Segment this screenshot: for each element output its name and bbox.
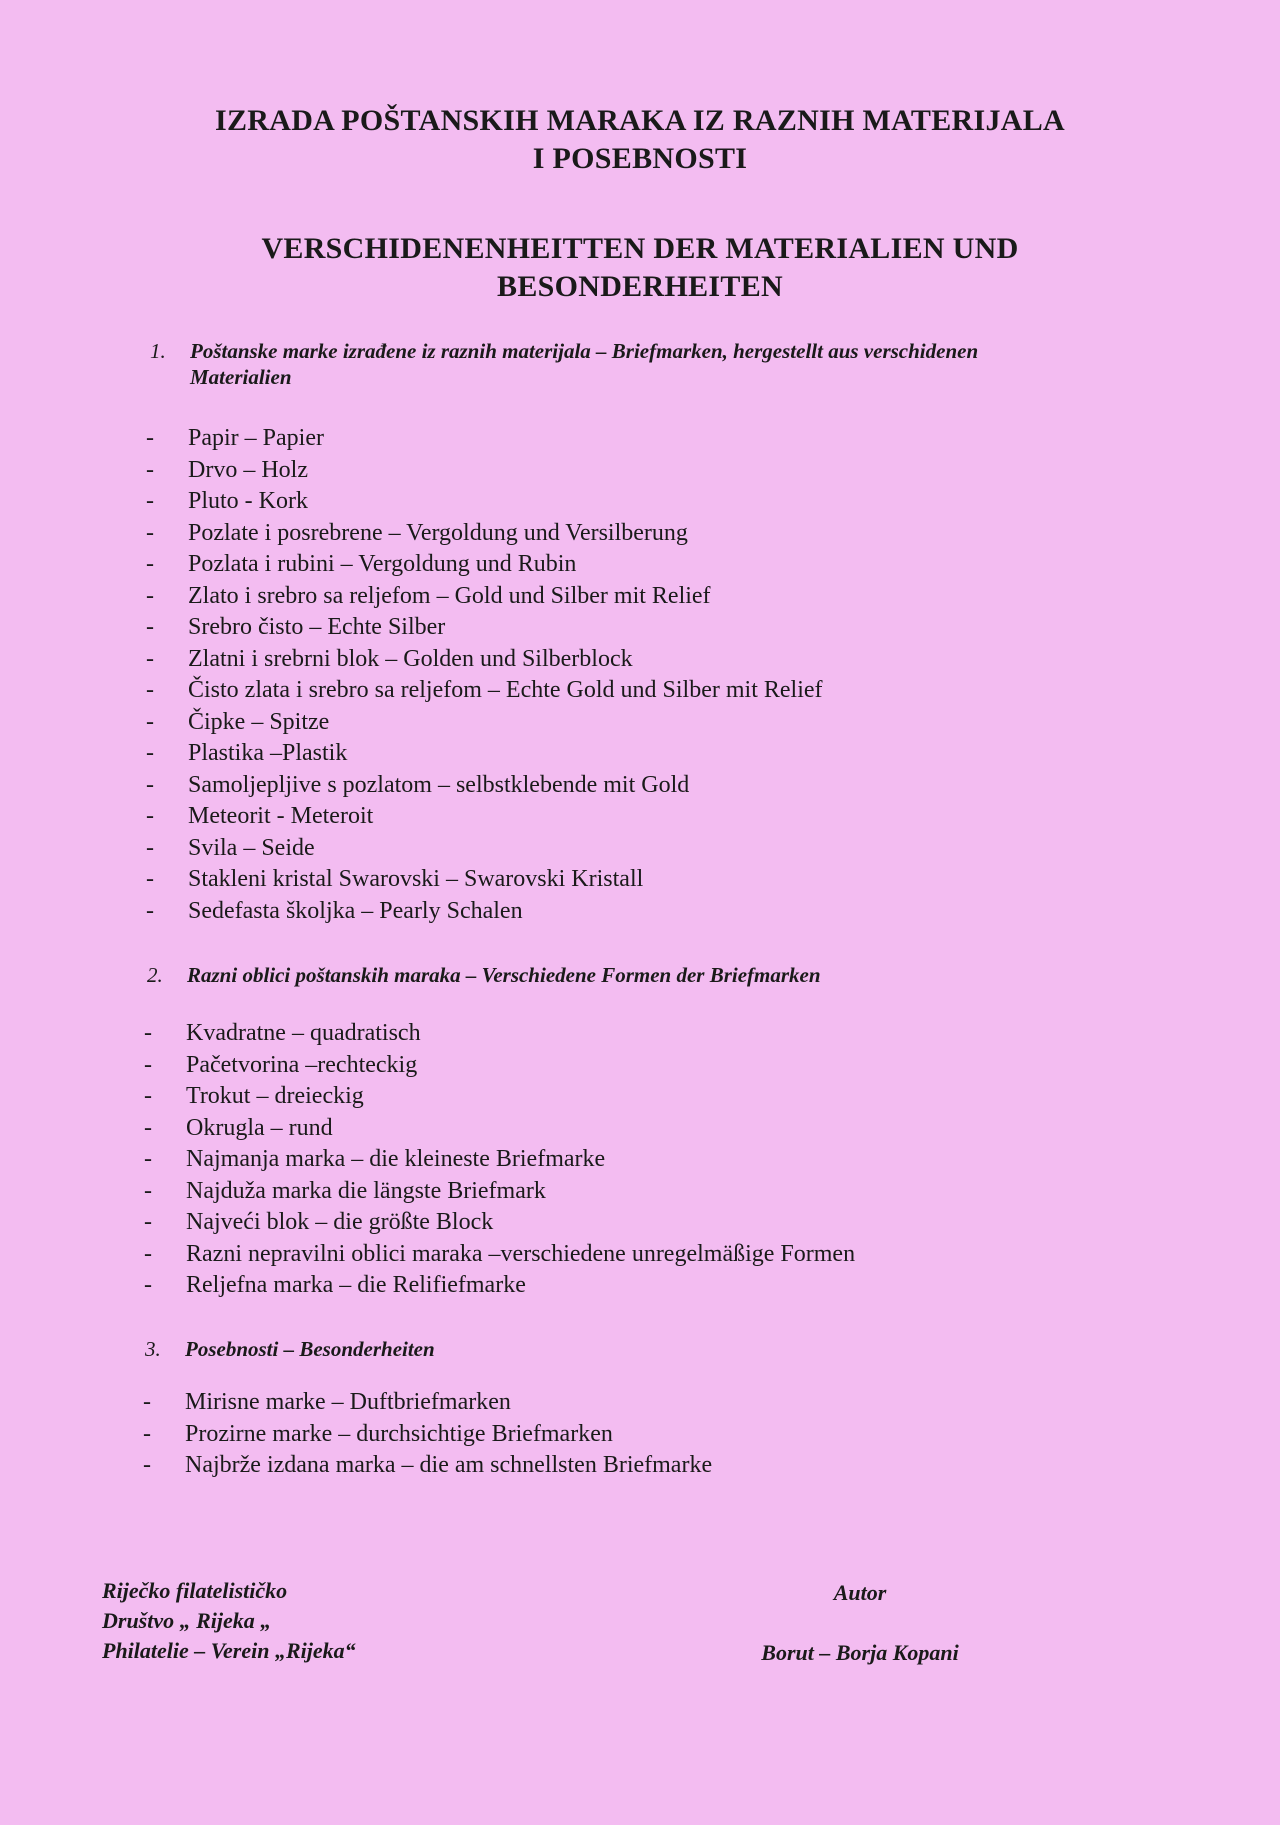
list-item xyxy=(144,1144,855,1176)
list-item xyxy=(146,675,823,707)
section-1-list xyxy=(146,423,823,927)
list-dash: - xyxy=(144,1240,152,1267)
list-dash: - xyxy=(144,1209,152,1235)
list-item-text: Samoljepljive s pozlatom – selbstklebende mit Gold xyxy=(188,771,690,798)
list-item xyxy=(146,707,823,739)
list-item-text: Najmanja marka – die kleineste Briefmarke xyxy=(186,1146,606,1172)
list-item xyxy=(144,1113,855,1145)
list-dash: - xyxy=(146,519,154,546)
title-croatian-line-1: IZRADA POŠTANSKIH MARAKA IZ RAZNIH MATERIJALA xyxy=(215,104,1065,137)
list-item xyxy=(144,1207,855,1239)
list-item xyxy=(144,1050,855,1082)
list-item-text: Čipke – Spitze xyxy=(188,708,330,735)
list-item xyxy=(144,1081,855,1113)
list-item-text: Sedefasta školjka – Pearly Schalen xyxy=(188,897,523,924)
section-2-number: 2. xyxy=(147,963,163,987)
list-item xyxy=(143,1450,712,1482)
list-item xyxy=(146,896,823,928)
title-croatian xyxy=(0,102,1280,178)
list-dash: - xyxy=(146,677,154,703)
list-dash: - xyxy=(144,1177,152,1204)
list-item-text: Prozirne marke – durchsichtige Briefmarken xyxy=(185,1420,613,1447)
list-item xyxy=(143,1419,712,1451)
list-dash: - xyxy=(146,645,154,672)
list-item-text: Najbrže izdana marka – die am schnellsten Briefmarke xyxy=(185,1452,713,1478)
section-2-heading-line-1: Razni oblici poštanskih maraka – Verschiedene Formen der Briefmarken xyxy=(187,963,821,987)
list-item-text: Papir – Papier xyxy=(188,425,324,451)
section-2-list xyxy=(144,1018,855,1302)
list-dash: - xyxy=(146,614,154,640)
signature-author xyxy=(730,1578,990,1668)
list-item-text: Razni nepravilni oblici maraka –verschiedene unregelmäßige Formen xyxy=(186,1240,856,1267)
list-item-text: Drvo – Holz xyxy=(188,456,308,483)
list-dash: - xyxy=(146,834,154,861)
section-3-heading-line-1: Posebnosti – Besonderheiten xyxy=(185,1337,435,1361)
list-item-text: Pozlate i posrebrene – Vergoldung und Versilberung xyxy=(188,519,688,546)
list-dash: - xyxy=(146,740,154,766)
list-dash: - xyxy=(146,582,154,609)
list-item-text: Zlato i srebro sa reljefom – Gold und Silber mit Relief xyxy=(188,582,711,609)
list-dash: - xyxy=(146,425,154,451)
list-item-text: Zlatni i srebrni blok – Golden und Silberblock xyxy=(188,645,633,672)
list-item-text: Najduža marka die längste Briefmark xyxy=(186,1177,546,1204)
list-item-text: Meteorit - Meteroit xyxy=(188,803,374,829)
list-dash: - xyxy=(144,1020,152,1046)
list-item-text: Pozlata i rubini – Vergoldung und Rubin xyxy=(188,551,577,577)
list-item-text: Pačetvorina –rechteckig xyxy=(186,1051,418,1078)
section-1-heading-line-1: Poštanske marke izrađene iz raznih materijala – Briefmarken, hergestellt aus verschidenen xyxy=(190,339,979,363)
list-item-text: Mirisne marke – Duftbriefmarken xyxy=(185,1389,511,1415)
list-item-text: Srebro čisto – Echte Silber xyxy=(188,614,446,640)
section-1-heading-line-2: Materialien xyxy=(190,365,292,389)
list-dash: - xyxy=(146,771,154,798)
list-item xyxy=(146,518,823,550)
section-3-list xyxy=(143,1387,712,1482)
list-dash: - xyxy=(146,456,154,483)
list-item-text: Kvadratne – quadratisch xyxy=(186,1020,421,1046)
list-item xyxy=(144,1176,855,1208)
section-3-heading xyxy=(145,1336,1145,1364)
list-item xyxy=(146,455,823,487)
list-dash: - xyxy=(143,1452,151,1478)
author-name: Borut – Borja Kopani xyxy=(761,1640,959,1665)
list-item xyxy=(146,581,823,613)
list-item-text: Trokut – dreieckig xyxy=(186,1083,364,1109)
section-2-heading xyxy=(147,962,1147,990)
list-dash: - xyxy=(146,708,154,735)
section-1-heading xyxy=(150,338,1150,394)
title-german-line-2: BESONDERHEITEN xyxy=(497,270,783,303)
list-item-text: Stakleni kristal Swarovski – Swarovski Kristall xyxy=(188,866,644,892)
list-dash: - xyxy=(144,1051,152,1078)
list-item xyxy=(146,864,823,896)
title-german-line-1: VERSCHIDENENHEITTEN DER MATERIALIEN UND xyxy=(261,232,1019,265)
list-dash: - xyxy=(146,803,154,829)
list-item-text: Čisto zlata i srebro sa reljefom – Echte Gold und Silber mit Relief xyxy=(188,677,823,703)
list-dash: - xyxy=(146,866,154,892)
list-item xyxy=(144,1270,855,1302)
list-item xyxy=(146,423,823,455)
title-croatian-line-2: I POSEBNOSTI xyxy=(532,142,748,175)
list-item-text: Okrugla – rund xyxy=(186,1114,333,1141)
list-dash: - xyxy=(144,1272,152,1298)
author-label: Autor xyxy=(833,1580,887,1605)
list-item xyxy=(146,644,823,676)
signature-society-line-3: Philatelie – Verein „Rijeka“ xyxy=(102,1638,356,1663)
signature-society-line-1: Riječko filatelističko xyxy=(102,1578,288,1603)
list-item xyxy=(146,801,823,833)
list-dash: - xyxy=(144,1114,152,1141)
list-item xyxy=(143,1387,712,1419)
list-item-text: Plastika –Plastik xyxy=(188,740,348,766)
list-item-text: Svila – Seide xyxy=(188,834,315,861)
list-item xyxy=(146,770,823,802)
list-dash: - xyxy=(146,551,154,577)
list-dash: - xyxy=(144,1146,152,1172)
list-item xyxy=(146,612,823,644)
signature-society-line-2: Društvo „ Rijeka „ xyxy=(102,1608,272,1633)
list-item xyxy=(146,833,823,865)
list-dash: - xyxy=(144,1083,152,1109)
signature-society xyxy=(102,1576,356,1666)
section-1-number: 1. xyxy=(150,339,166,363)
list-item xyxy=(146,549,823,581)
list-item-text: Najveći blok – die größte Block xyxy=(186,1209,494,1235)
list-item-text: Pluto - Kork xyxy=(188,488,308,514)
section-3-number: 3. xyxy=(145,1337,161,1361)
list-dash: - xyxy=(146,897,154,924)
list-item-text: Reljefna marka – die Relifiefmarke xyxy=(186,1272,526,1298)
list-dash: - xyxy=(146,488,154,514)
list-dash: - xyxy=(143,1420,151,1447)
list-item xyxy=(146,738,823,770)
list-item xyxy=(144,1239,855,1271)
list-dash: - xyxy=(143,1389,151,1415)
list-item xyxy=(146,486,823,518)
list-item xyxy=(144,1018,855,1050)
title-german xyxy=(0,230,1280,306)
